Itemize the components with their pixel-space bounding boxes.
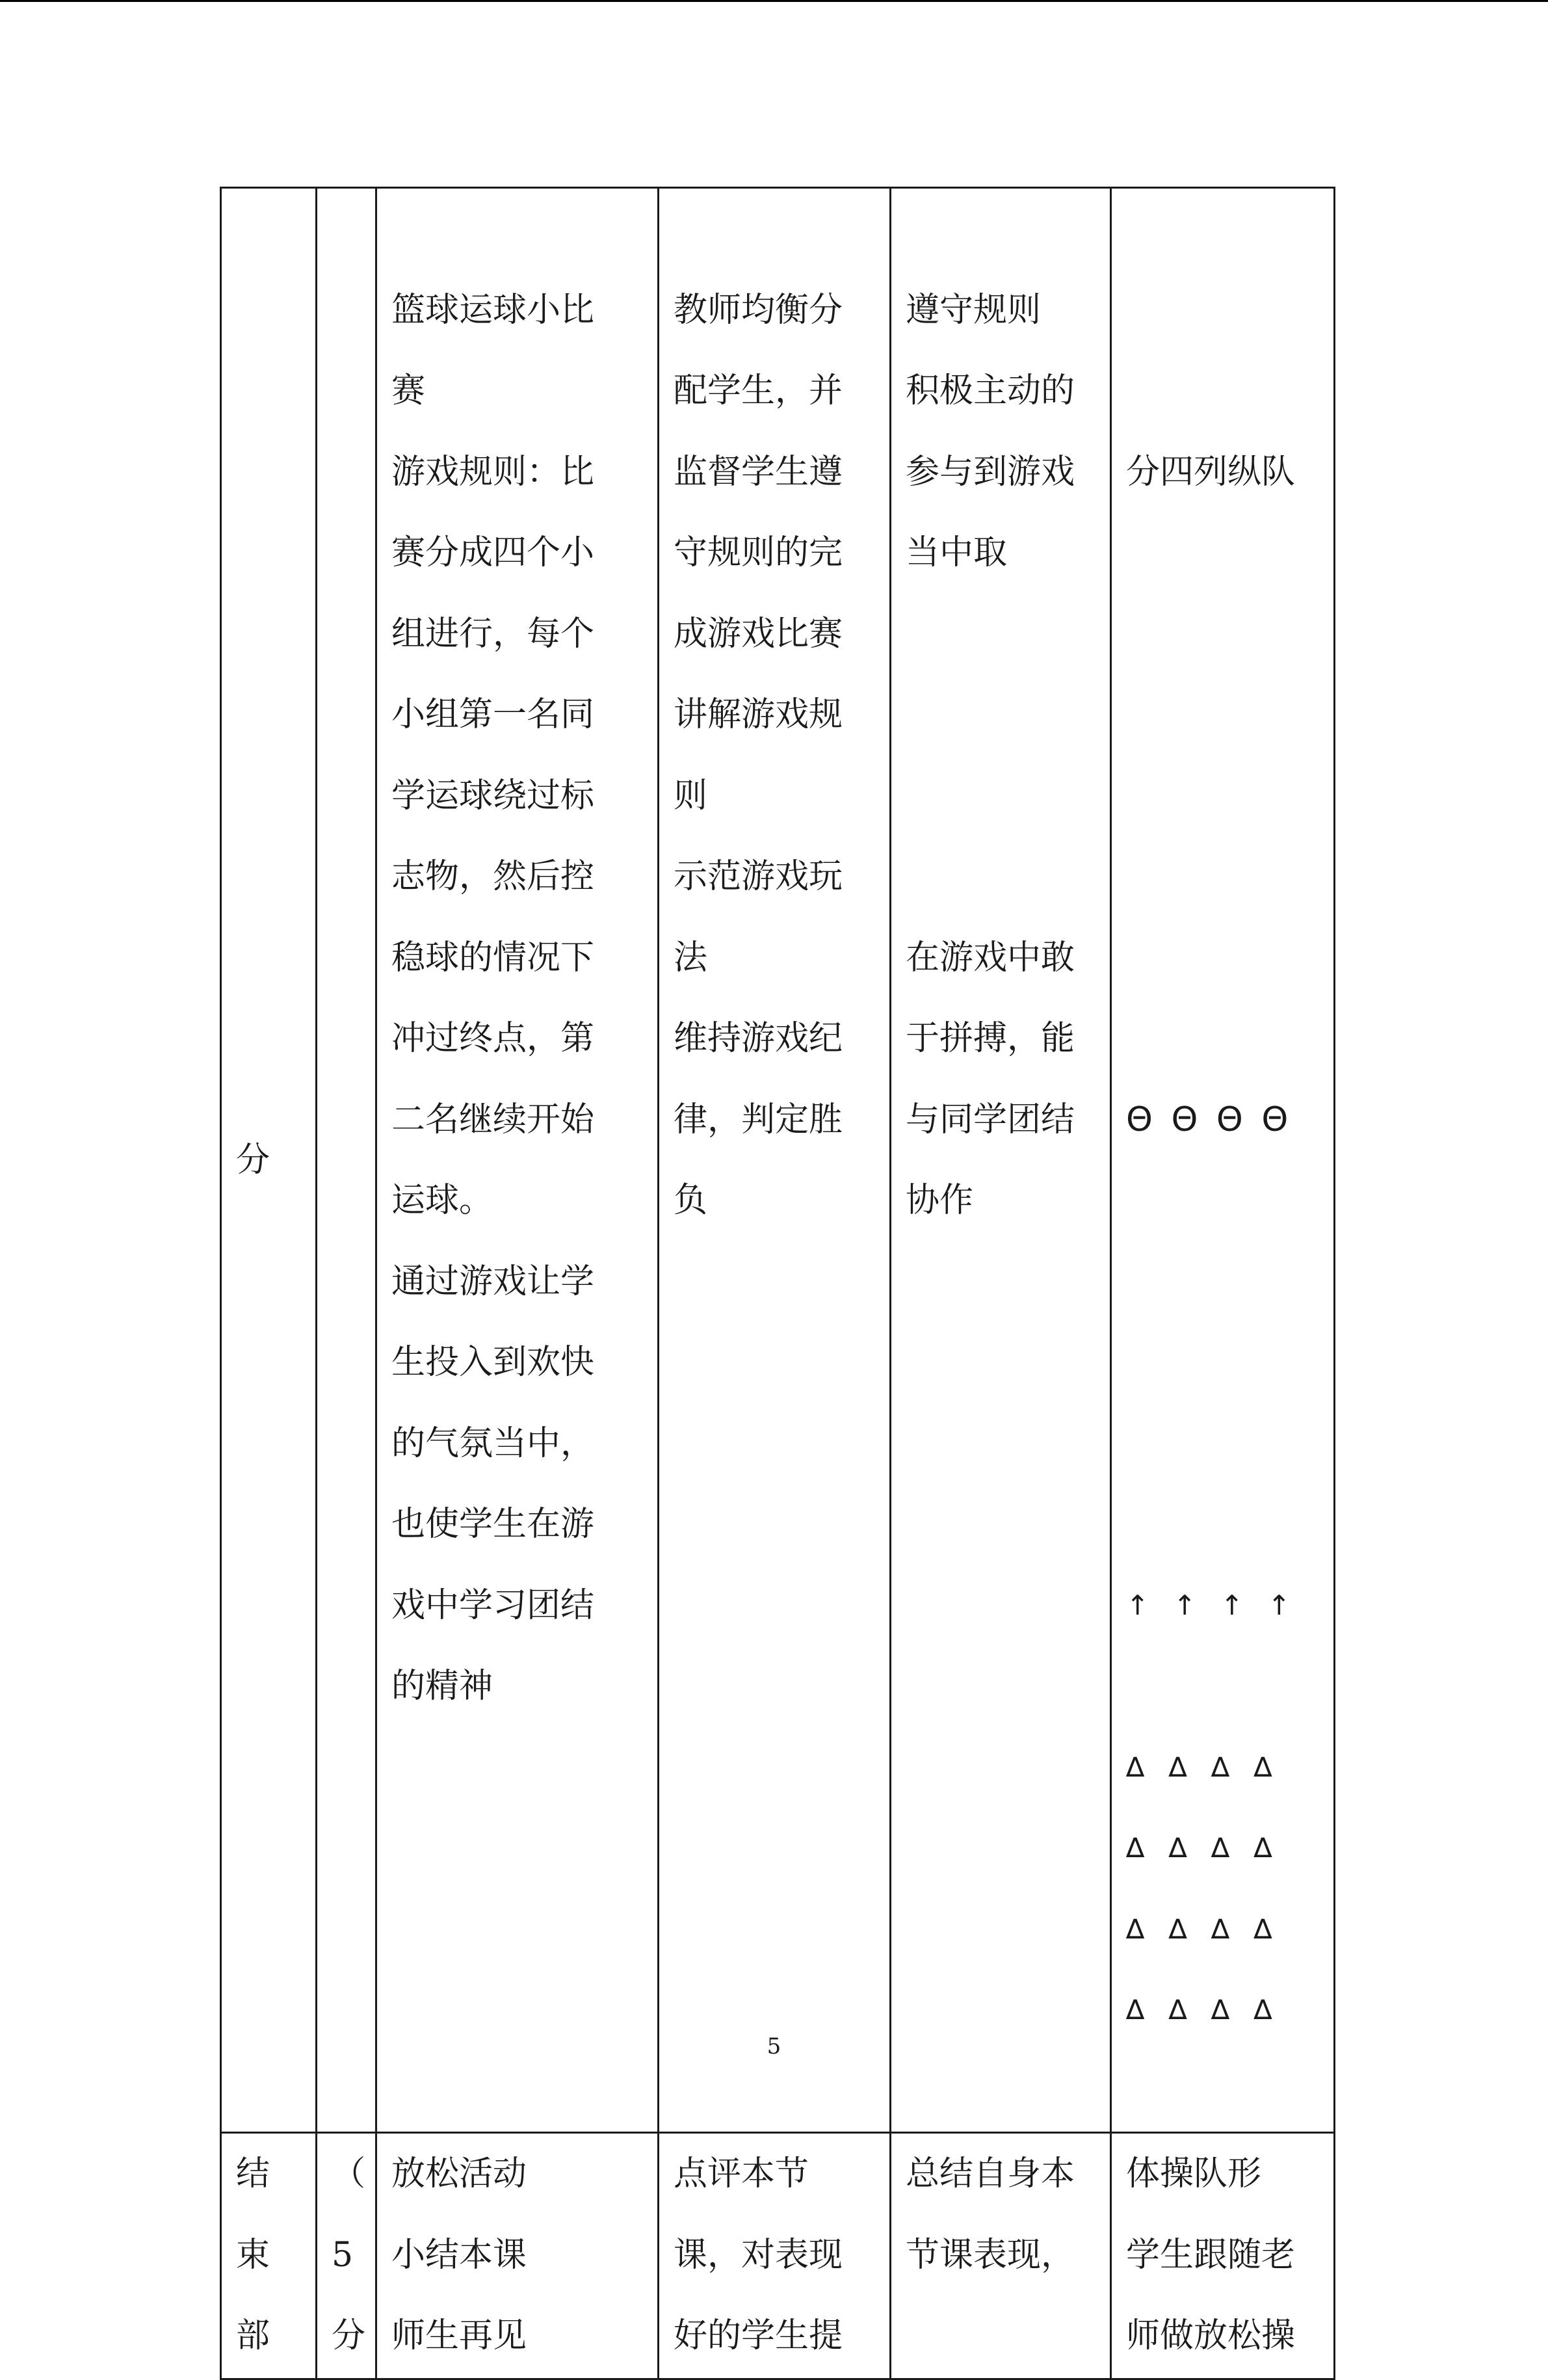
content-line: 稳球的情况下 — [391, 938, 595, 977]
content-line: 运球。 — [391, 1181, 493, 1220]
content-line: 小组第一名同 — [391, 695, 595, 734]
teacher-activity-cell — [659, 188, 891, 2133]
content-line: 戏中学习团结 — [391, 1585, 595, 1625]
teacher-line: 守规则的完 — [674, 533, 843, 572]
teacher-line: 教师均衡分 — [674, 290, 843, 330]
formation-title: 分四列纵队 — [1126, 452, 1296, 492]
student-row-symbols: ∆ ∆ ∆ ∆ — [1126, 1994, 1280, 2026]
teacher-line: 成游戏比赛 — [674, 614, 843, 654]
content-cell: 放松活动 小结本课 师生再见 — [376, 2133, 659, 2379]
organization-cell — [1111, 188, 1335, 2133]
student-formation-symbols — [1126, 1727, 1319, 2051]
student-activity-cell: 总结自身本 节课表现， — [891, 2133, 1111, 2379]
organization-cell: 体操队形 学生跟随老 师做放松操 — [1111, 2133, 1335, 2379]
teacher-line: 监督学生遵 — [674, 452, 843, 492]
student-row-symbols: ∆ ∆ ∆ ∆ — [1126, 1832, 1280, 1864]
content-line: 生投入到欢快 — [391, 1343, 595, 1382]
page-number: 5 — [767, 2033, 781, 2059]
student-activity-text-b — [906, 918, 1095, 1241]
content-line: 冲过终点，第 — [391, 1019, 595, 1058]
content-line: 学运球绕过标 — [391, 776, 595, 815]
student-line: 积极主动的 — [906, 371, 1075, 410]
student-line: 在游戏中敢 — [906, 938, 1075, 977]
content-line: 篮球运球小比 — [391, 290, 595, 330]
content-line: 通过游戏让学 — [391, 1262, 595, 1301]
student-row-symbols: ∆ ∆ ∆ ∆ — [1126, 1751, 1280, 1783]
teacher-line: 示范游戏玩 — [674, 857, 843, 896]
student-line: 于拼搏，能 — [906, 1019, 1075, 1058]
content-text — [391, 270, 643, 1727]
content-line: 游戏规则：比 — [391, 452, 595, 492]
teacher-formation-symbols: Θ Θ Θ Θ — [1126, 1100, 1292, 1139]
section-label-cell: 结 束 部 — [221, 2133, 317, 2379]
content-line: 赛分成四个小 — [391, 533, 595, 572]
student-line: 遵守规则 — [906, 290, 1042, 330]
content-line: 志物，然后控 — [391, 857, 595, 896]
content-cell — [376, 188, 659, 2133]
time-cell — [317, 188, 376, 2133]
student-line: 当中取 — [906, 533, 1008, 572]
content-line: 二名继续开始 — [391, 1100, 595, 1139]
table-row-ending-part — [221, 2133, 1335, 2379]
teacher-line: 律，判定胜 — [674, 1100, 843, 1139]
teacher-activity-text — [674, 270, 875, 1241]
student-activity-text-a — [906, 270, 1095, 594]
section-label-cell — [221, 188, 317, 2133]
content-line: 也使学生在游 — [391, 1505, 595, 1544]
student-line: 协作 — [906, 1181, 974, 1220]
content-line: 组进行，每个 — [391, 614, 595, 654]
content-line: 的气氛当中， — [391, 1423, 595, 1463]
teacher-line: 法 — [674, 938, 708, 977]
student-row-symbols: ∆ ∆ ∆ ∆ — [1126, 1912, 1280, 1945]
top-border-line — [0, 0, 1548, 2]
teacher-activity-cell: 点评本节 课，对表现 好的学生提 — [659, 2133, 891, 2379]
direction-arrows: ↑ ↑ ↑ ↑ — [1126, 1589, 1298, 1621]
time-cell: （ 5 分 — [317, 2133, 376, 2379]
teacher-line: 讲解游戏规 — [674, 695, 843, 734]
section-label: 分 — [236, 1140, 270, 1180]
teacher-line: 维持游戏纪 — [674, 1019, 843, 1058]
student-activity-cell — [891, 188, 1111, 2133]
student-line: 参与到游戏 — [906, 452, 1075, 492]
student-line: 与同学团结 — [906, 1100, 1075, 1139]
teacher-line: 配学生，并 — [674, 371, 843, 410]
content-line: 赛 — [391, 371, 426, 410]
content-line: 的精神 — [391, 1667, 493, 1706]
teacher-line: 则 — [674, 776, 708, 815]
table-row-main-part — [221, 188, 1335, 2133]
teacher-line: 负 — [674, 1181, 708, 1220]
